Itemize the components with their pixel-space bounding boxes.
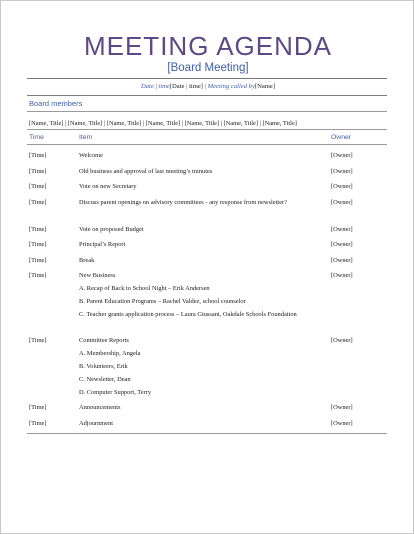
row-time: [Time]: [29, 168, 47, 175]
members-divider: [27, 129, 387, 130]
row-item: Committee Reports: [79, 337, 129, 344]
sub-item: C. Newsletter, Dean: [79, 376, 131, 383]
row-item: New Business: [79, 272, 116, 279]
row-time: [Time]: [29, 226, 47, 233]
row-owner: [Owner]: [331, 241, 353, 248]
time-value: time]: [189, 83, 203, 90]
row-item: Welcome: [79, 152, 103, 159]
row-item: Old business and approval of last meeting’s minutes: [79, 168, 213, 175]
meta-divider: [27, 95, 387, 96]
row-time: [Time]: [29, 337, 47, 344]
row-item: Break: [79, 257, 95, 264]
meeting-type: [Board Meeting]: [167, 62, 249, 74]
meta-separator: |: [155, 83, 157, 90]
row-time: [Time]: [29, 241, 47, 248]
row-item: Discuss parent openings on advisory committees - any response from newsletter?: [79, 199, 287, 206]
row-item: Principal’s Report: [79, 241, 126, 248]
date-value: [Date: [169, 83, 185, 90]
sub-item: A. Membership, Angela: [79, 350, 141, 357]
row-owner: [Owner]: [331, 183, 353, 190]
date-label: Date: [140, 83, 154, 90]
row-owner: [Owner]: [331, 152, 353, 159]
table-bottom-divider: [27, 433, 387, 434]
row-owner: [Owner]: [331, 272, 353, 279]
header-divider: [27, 144, 387, 145]
row-time: [Time]: [29, 152, 47, 159]
row-owner: [Owner]: [331, 420, 353, 427]
meeting-meta: [1, 83, 414, 90]
called-by-label: Meeting called by: [207, 83, 255, 90]
sub-item: C. Teacher grants application process – Laura Giussani, Oakdale Schools Foundation: [79, 311, 297, 318]
row-item: Vote on proposed Budget: [79, 226, 144, 233]
section-board-members: Board members: [29, 99, 83, 108]
sub-item: D. Computer Support, Terry: [79, 389, 152, 396]
meta-separator: |: [204, 83, 206, 90]
row-owner: [Owner]: [331, 404, 353, 411]
sub-item: B. Volunteers, Erik: [79, 363, 128, 370]
row-owner: [Owner]: [331, 337, 353, 344]
row-time: [Time]: [29, 272, 47, 279]
row-owner: [Owner]: [331, 168, 353, 175]
title-divider: [27, 78, 387, 79]
row-time: [Time]: [29, 420, 47, 427]
row-owner: [Owner]: [331, 257, 353, 264]
meta-separator: |: [186, 83, 188, 90]
row-owner: [Owner]: [331, 226, 353, 233]
called-by-value: [Name]: [254, 83, 276, 90]
column-header-item: Item: [79, 134, 93, 141]
row-time: [Time]: [29, 183, 47, 190]
section-divider: [27, 111, 387, 112]
page-title: MEETING AGENDA: [83, 31, 333, 61]
row-item: Vote on new Secretary: [79, 183, 137, 190]
row-item: Announcements: [79, 404, 121, 411]
row-item: Adjournment: [79, 420, 114, 427]
sub-item: B. Parent Education Programs – Rachel Valdez, school counselor: [79, 298, 246, 305]
row-time: [Time]: [29, 257, 47, 264]
row-owner: [Owner]: [331, 199, 353, 206]
sub-item: A. Recap of Back to School Night – Erik Andersen: [79, 285, 210, 292]
board-members-list: [Name, Title] | [Name, Title] | [Name, Title] | [Name, Title] | [Name, Title] | [Name, Title] | [Name, Title]: [29, 120, 297, 127]
column-header-owner: Owner: [331, 134, 352, 141]
time-label: time: [158, 83, 170, 90]
row-time: [Time]: [29, 404, 47, 411]
column-header-time: Time: [29, 134, 44, 141]
row-time: [Time]: [29, 199, 47, 206]
